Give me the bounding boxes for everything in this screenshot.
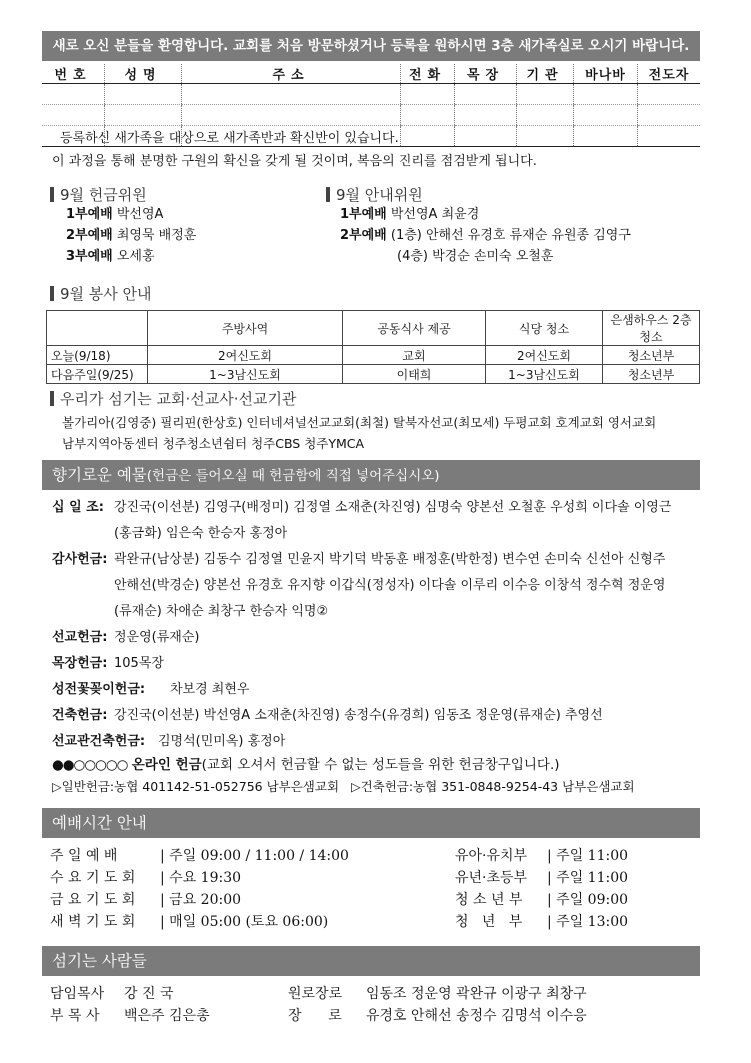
col-barnabas: 바나바 [574,64,638,84]
offering-committee-title: 9월 헌금위원 [50,184,147,205]
table-row [42,84,700,105]
schedule-header: 예배시간 안내 [42,808,700,838]
table-row [42,105,700,126]
schedule-left [50,845,370,933]
table-row: 오늘(9/18) 2여신도회 교회 2여신도회 청소년부 [47,346,700,365]
welcome-banner: 새로 오신 분들을 환영합니다. 교회를 처음 방문하셨거나 등록을 원하시면 3층 새가족실로 오시기 바랍니다. [42,31,700,61]
list-item: 금 요 기 도 회 | 금요 20:00 [50,892,242,908]
new-family-note-2: 이 과정을 통해 분명한 구원의 확신을 갖게 될 것이며, 복음의 진리를 점검받게 됩니다. [52,154,537,169]
list-item: 청 년 부 | 주일 13:00 [455,914,629,930]
col-address: 주소 [182,64,401,84]
col-name: 성명 [105,64,182,84]
missions-line-1: 볼가리아(김영중) 필리핀(한상호) 인터네셔널선교교회(최철) 탈북자선교(최모세) 두평교회 호계교회 영서교회 [62,415,657,430]
bank-accounts: ▷일반헌금:농협 401142-51-052756 남부은샘교회 ▷건축헌금:농협 351-0848-9254-43 남부은샘교회 [52,779,635,794]
list-item: 청 소 년 부 | 주일 09:00 [455,892,629,908]
section-bar-icon [50,286,54,301]
list-item: 1부예배 박선영A 최윤경 [340,207,480,222]
list-item: 수 요 기 도 회 | 수요 19:30 [50,870,242,886]
elders: 원로장로 임동조 정운영 곽완규 이광구 최창구 장 로 유경호 안해선 송정수 김명석 이수응 [288,986,587,1024]
new-family-note-1: 등록하신 새가족을 대상으로 새가족반과 확신반이 있습니다. [60,131,399,146]
col-meal: 공동식사 제공 [343,311,486,346]
col-mokjang: 목장 [455,64,517,84]
usher-committee-list [340,204,631,267]
list-item: 2부예배 (1층) 안해선 유경호 류재순 유원종 김영구 [340,228,631,243]
schedule-right [455,845,695,933]
section-bar-icon [50,187,54,202]
list-item: 유년·초등부 | 주일 11:00 [455,870,629,886]
list-item: (4층) 박경순 손미숙 오철훈 [397,249,554,264]
section-bar-icon [326,187,330,202]
col-phone: 전화 [401,64,455,84]
service-table [46,310,700,384]
list-item: 주 일 예 배 | 주일 09:00 / 11:00 / 14:00 [50,848,349,864]
section-bar-icon [50,391,54,406]
col-cleaning: 식당 청소 [486,311,603,346]
online-offering: ●●○○○○○ 온라인 헌금(교회 오셔서 헌금할 수 없는 성도들을 위한 헌금창구입니다.) [52,757,560,773]
people-header: 섬기는 사람들 [42,946,700,976]
offerings-header: 향기로운 예물(헌금은 들어오실 때 헌금함에 직접 넣어주십시오) [42,460,700,490]
list-item: 3부예배 오세홍 [66,249,155,264]
dots-icon: ●●○○○○○ [52,757,128,773]
missions-line-2: 남부지역아동센터 청주청소년쉼터 청주CBS 청주YMCA [62,436,365,451]
list-item: 유아·유치부 | 주일 11:00 [455,848,629,864]
col-evangelist: 전도자 [638,64,701,84]
col-kitchen: 주방사역 [148,311,343,346]
table-row: 다음주일(9/25) 1~3남신도회 이태희 1~3남신도회 청소년부 [47,365,700,384]
col-number: 번호 [42,64,105,84]
usher-committee-title: 9월 안내위원 [326,184,423,205]
offerings-list: 십 일 조: 강진국(이선분) 김영구(배정미) 김정열 소재춘(차진영) 심명숙 양본선 오철훈 우성희 이다솔 이영근 (홍금화) 임은숙 한승자 홍정아 감사헌금: 곽완규(남상분) 김동수 김정열 민윤지 박기덕 박동훈 배정훈(박한정) 변수연 손미숙 신선아 신형주 안해선(박경순) 양본선 유경호 유지향 이갑식(정성자) 이다솔 이루리 이수응 이창석 정수혁 정운영 (류재순) 차애순 최창구 한승자 익명② 선교헌금: 정운영(류재순) 목장헌금: 105목장 성전꽃꽂이헌금: 차보경 최현우 건축헌금: 강진국(이선분) 박선영A 소재춘(차진영) 송정수(유경희) 임동조 정운영(류재순) 추영선 선교관건축헌금: 김명석(민미옥) 홍정아 [52,500,672,749]
offering-committee-list [66,204,196,267]
list-item: 2부예배 최영묵 배정훈 [66,228,197,243]
col-organization: 기관 [517,64,574,84]
missions-title: 우리가 섬기는 교회·선교사·선교기관 [50,388,296,409]
pastors: 담임목사 강 진 국 부 목 사 백은주 김은총 [50,986,210,1024]
col-house-cleaning: 은샘하우스 2층 청소 [603,311,700,346]
service-title: 9월 봉사 안내 [50,283,152,304]
list-item: 새 벽 기 도 회 | 매일 05:00 (토요 06:00) [50,914,329,930]
list-item: 1부예배 박선영A [66,207,164,222]
